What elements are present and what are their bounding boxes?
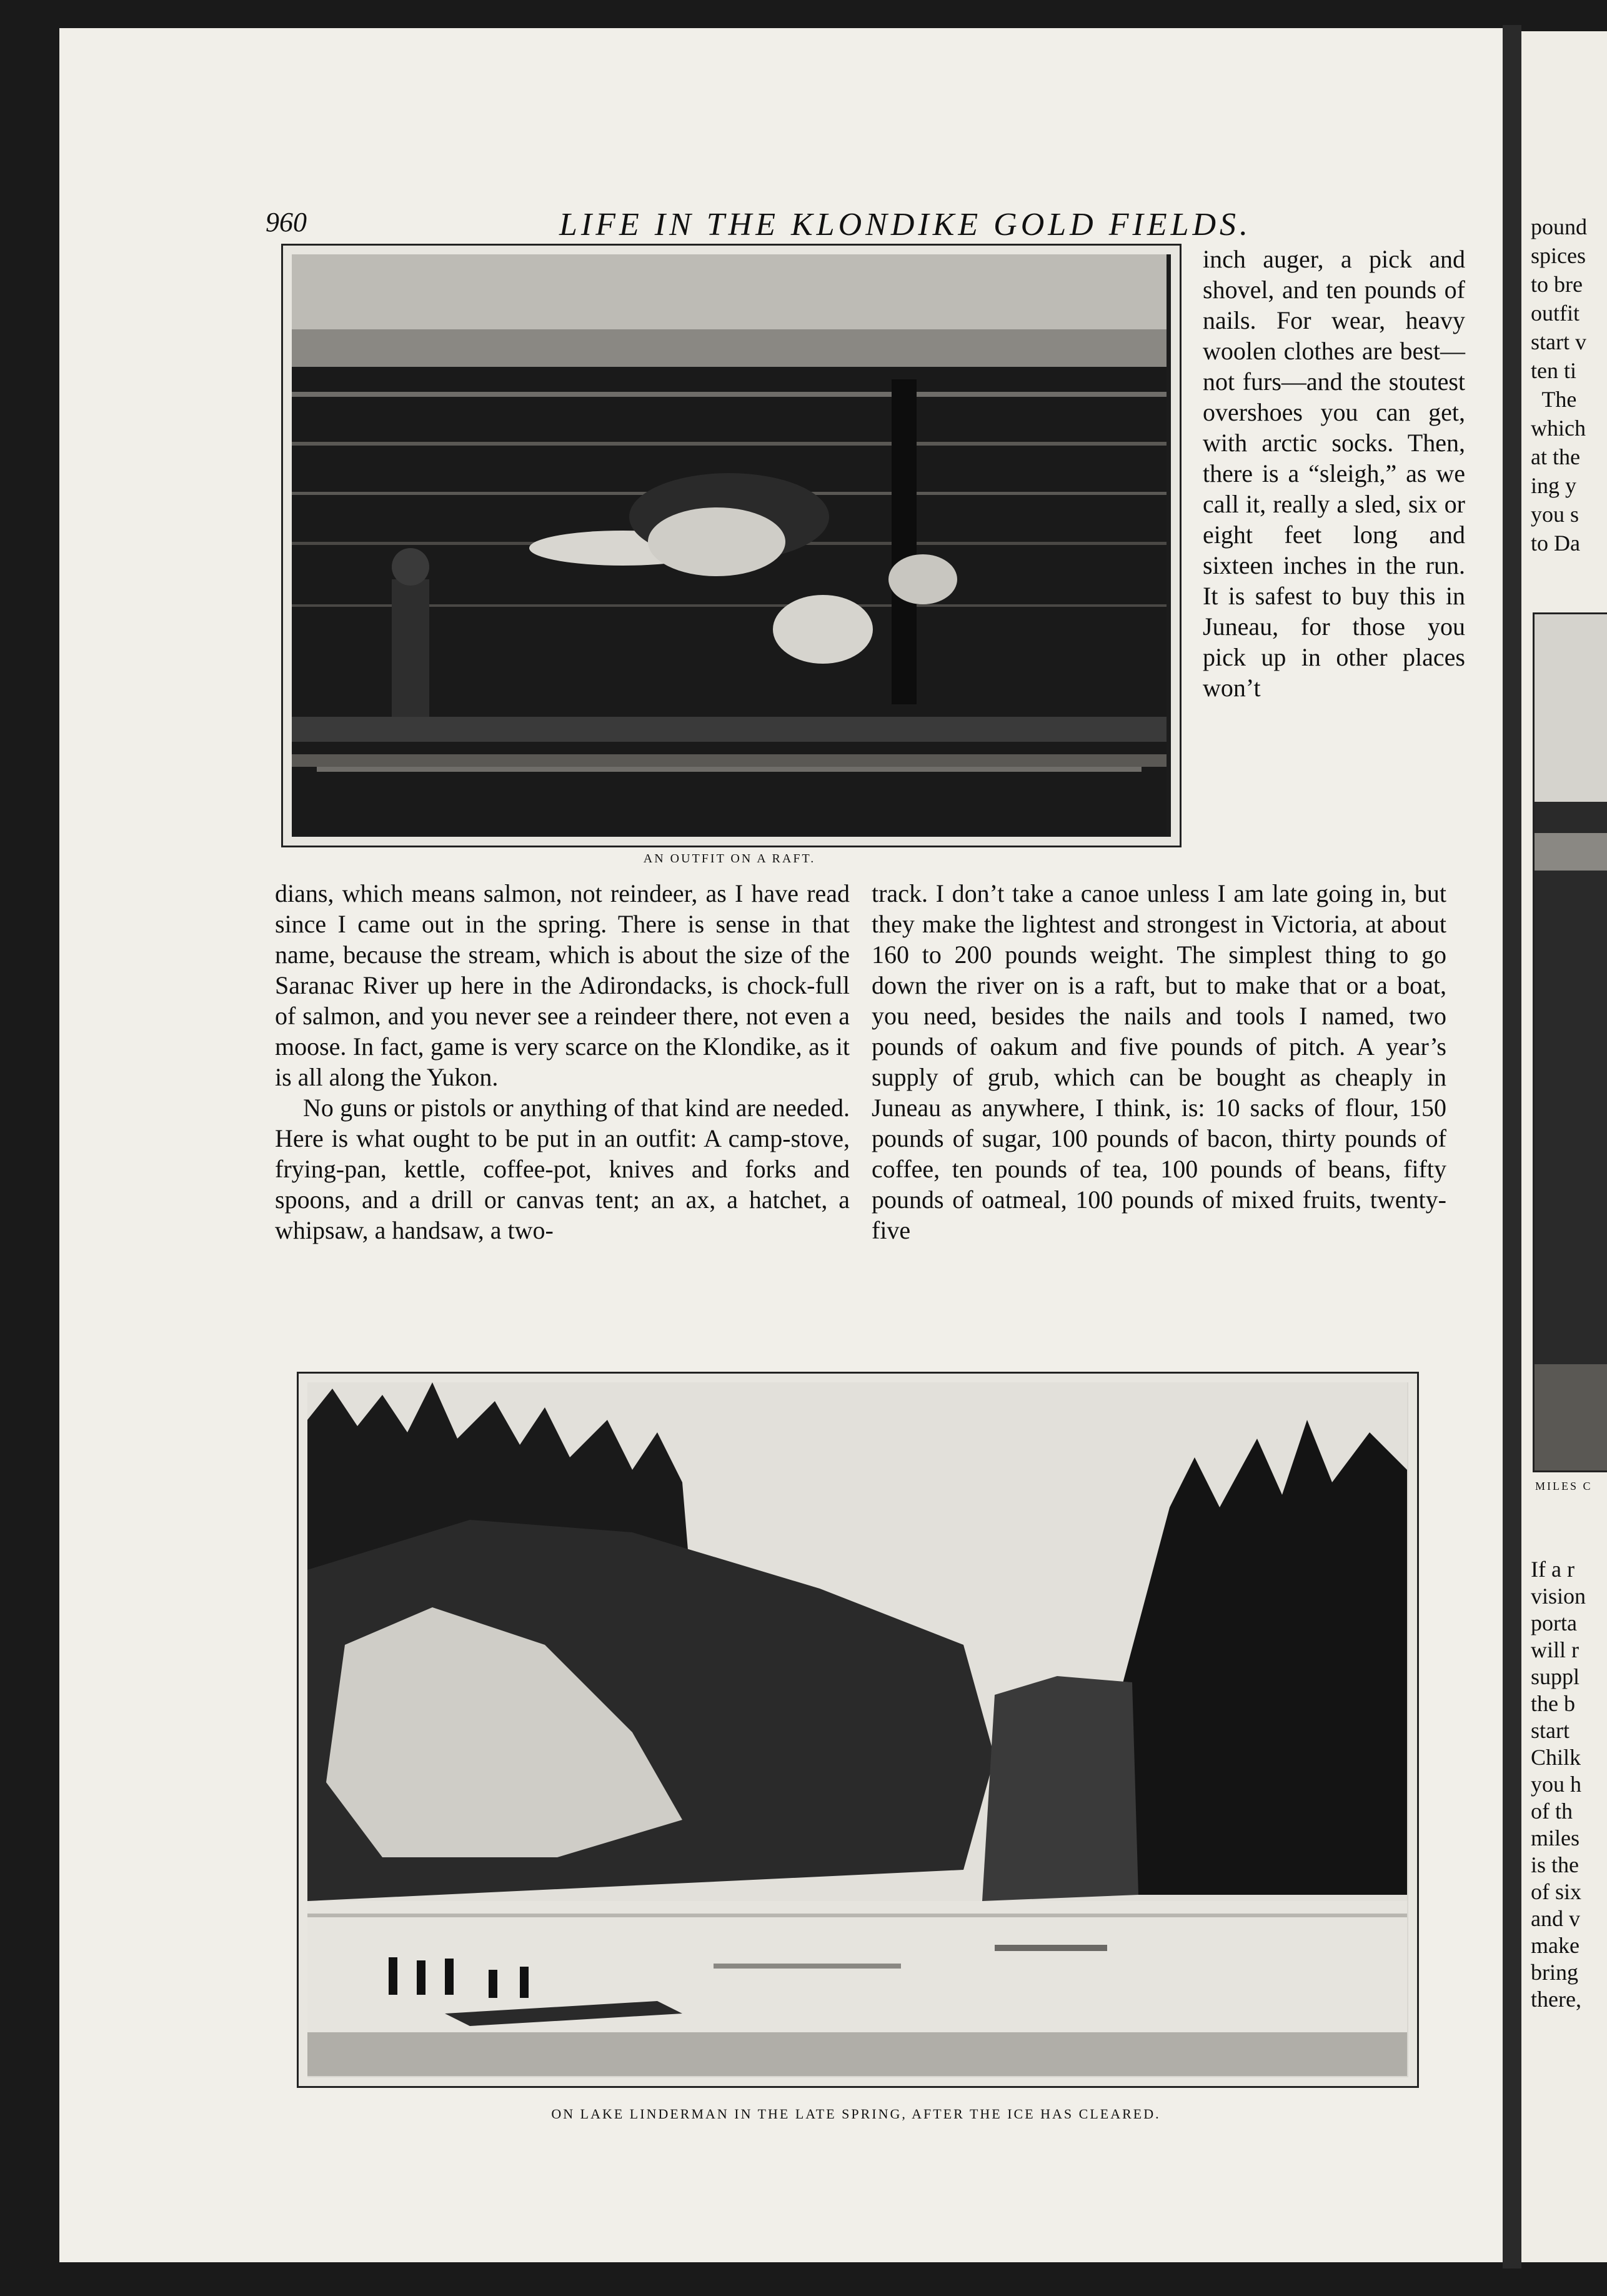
raft-photo-image bbox=[292, 254, 1167, 836]
narrow-column-text: inch auger, a pick and shovel, and ten pounds of nails. For wear, heavy woolen clothes are best—not furs—and the stoutest overshoes you can get, with arctic socks. Then, there is a “sleigh,” as we call it, really a sled, six or eight feet long and sixteen inches in the run. It is safest to buy this in Juneau, for those you pick up in other places won’t bbox=[1203, 245, 1465, 702]
running-head bbox=[59, 206, 1503, 244]
lake-photo-image bbox=[307, 1382, 1407, 2076]
raft-photo-caption: AN OUTFIT ON A RAFT. bbox=[643, 852, 816, 866]
lake-photo-caption: ON LAKE LINDERMAN IN THE LATE SPRING, AFTER THE ICE HAS CLEARED. bbox=[551, 2106, 1161, 2122]
facing-page-bottom-text: If a r vision porta will r suppl the b start Chilk you h of th miles is the of six and v make bring there, bbox=[1531, 1557, 1586, 2012]
facing-page-photo bbox=[1533, 612, 1607, 1472]
facing-page bbox=[1521, 31, 1607, 2262]
facing-page-top-text: pound spices to bre outfit start v ten ti The which at the ing y you s to Da bbox=[1531, 214, 1587, 556]
narrow-column bbox=[1203, 244, 1465, 703]
middle-column-paragraph-1: track. I don’t take a canoe unless I am late going in, but they make the lightest and strongest in Victoria, at about 160 to 200 pounds weight. The simplest thing to go down the river on is a raft, but to make that or a boat, you need, besides the nails and tools I named, two pounds of oakum and five pounds of pitch. A year’s supply of grub, which can be bought as cheaply in Juneau as anywhere, I think, is: 10 sacks of flour, 150 pounds of sugar, 100 pounds of bacon, thirty pounds of coffee, ten pounds of tea, 100 pounds of beans, fifty pounds of oatmeal, 100 pounds of mixed fruits, twenty-five bbox=[872, 879, 1446, 1244]
raft-photo bbox=[281, 244, 1182, 847]
page-number: 960 bbox=[266, 207, 307, 237]
page-title: LIFE IN THE KLONDIKE GOLD FIELDS. bbox=[559, 207, 1252, 242]
left-column-paragraph-2: No guns or pistols or anything of that kind are needed. Here is what ought to be put in an outfit: A camp-stove, frying-pan, kettle, coffee-pot, knives and forks and spoons, and a drill or canvas tent; an ax, a hatchet, a whipsaw, a handsaw, a two- bbox=[275, 1094, 850, 1244]
page-gutter bbox=[1503, 25, 1521, 2269]
lake-photo bbox=[297, 1372, 1419, 2088]
left-page bbox=[59, 28, 1503, 2262]
middle-column bbox=[872, 878, 1446, 1245]
left-column bbox=[275, 878, 850, 1245]
facing-page-caption: MILES C bbox=[1535, 1480, 1593, 1492]
left-column-paragraph-1: dians, which means salmon, not reindeer, as I have read since I came out in the spring. There is sense in that name, because the stream, which is about the size of the Saranac River up here in the Adirondacks, is chock-full of salmon, and you never see a reindeer there, not even a moose. In fact, game is very scarce on the Klondike, as it is all along the Yukon. bbox=[275, 879, 850, 1091]
